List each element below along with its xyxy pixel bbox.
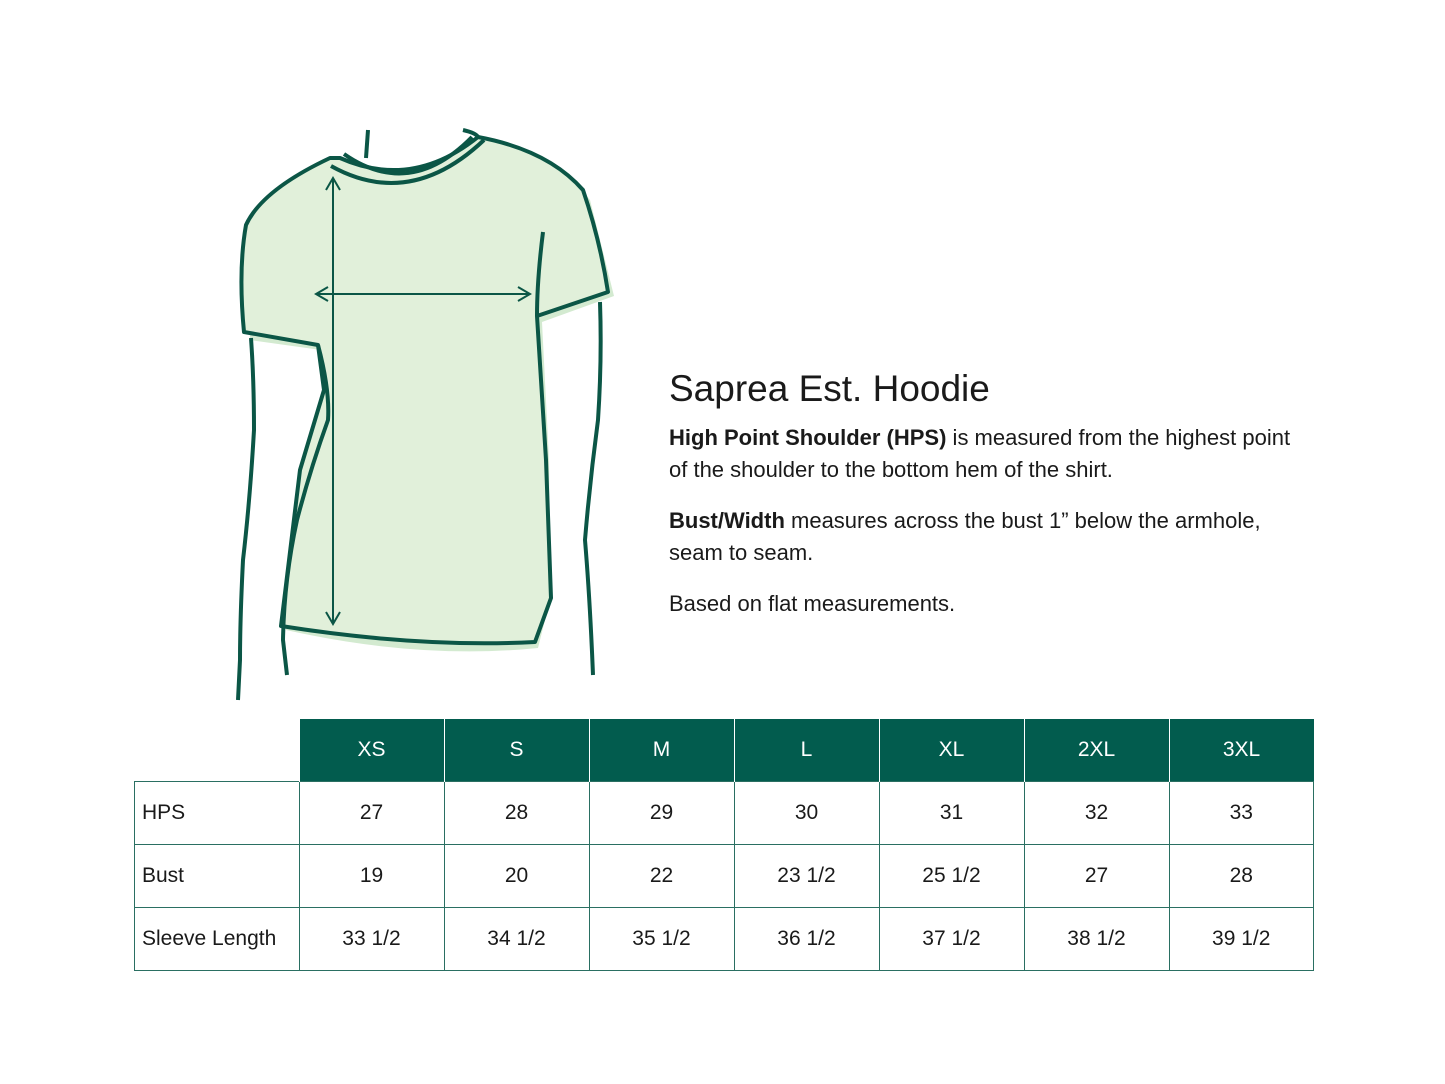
size-header: M	[589, 719, 734, 782]
table-cell: 37 1/2	[879, 908, 1024, 971]
table-cell: 33 1/2	[299, 908, 444, 971]
table-cell: 28	[444, 782, 589, 845]
right-arm	[585, 302, 601, 675]
table-cell: 27	[299, 782, 444, 845]
table-row	[135, 908, 1314, 971]
size-header: 2XL	[1024, 719, 1169, 782]
size-header-row	[135, 719, 1314, 782]
left-arm	[238, 338, 254, 700]
bust-description	[669, 505, 1309, 569]
hps-text: is measured from the highest point of the shoulder to the bottom hem of the shirt.	[669, 425, 1291, 482]
table-cell: 30	[734, 782, 879, 845]
table-cell: 35 1/2	[589, 908, 734, 971]
size-header: 3XL	[1169, 719, 1314, 782]
table-cell: 32	[1024, 782, 1169, 845]
table-cell: 27	[1024, 845, 1169, 908]
row-label: HPS	[135, 782, 300, 845]
table-cell: 33	[1169, 782, 1314, 845]
table-row	[135, 782, 1314, 845]
tshirt-measurement-illustration	[220, 120, 630, 710]
table-cell: 39 1/2	[1169, 908, 1314, 971]
hps-description	[669, 422, 1309, 486]
table-cell: 22	[589, 845, 734, 908]
product-info	[669, 366, 1309, 639]
table-cell: 25 1/2	[879, 845, 1024, 908]
size-header: XS	[299, 719, 444, 782]
table-cell: 38 1/2	[1024, 908, 1169, 971]
bust-term: Bust/Width	[669, 508, 785, 533]
table-cell: 20	[444, 845, 589, 908]
table-cell: 31	[879, 782, 1024, 845]
table-cell: 29	[589, 782, 734, 845]
bust-text: measures across the bust 1” below the armhole, seam to seam.	[669, 508, 1261, 565]
product-title: Saprea Est. Hoodie	[669, 368, 990, 409]
size-chart-table	[134, 719, 1314, 971]
corner-cell	[135, 719, 300, 782]
table-cell: 19	[299, 845, 444, 908]
hps-term: High Point Shoulder (HPS)	[669, 425, 947, 450]
size-header: XL	[879, 719, 1024, 782]
shirt-body	[241, 137, 608, 643]
measurement-note: Based on flat measurements.	[669, 591, 956, 616]
row-label: Bust	[135, 845, 300, 908]
table-cell: 36 1/2	[734, 908, 879, 971]
row-label: Sleeve Length	[135, 908, 300, 971]
size-header: L	[734, 719, 879, 782]
table-cell: 34 1/2	[444, 908, 589, 971]
table-row	[135, 845, 1314, 908]
table-cell: 23 1/2	[734, 845, 879, 908]
size-header: S	[444, 719, 589, 782]
table-cell: 28	[1169, 845, 1314, 908]
